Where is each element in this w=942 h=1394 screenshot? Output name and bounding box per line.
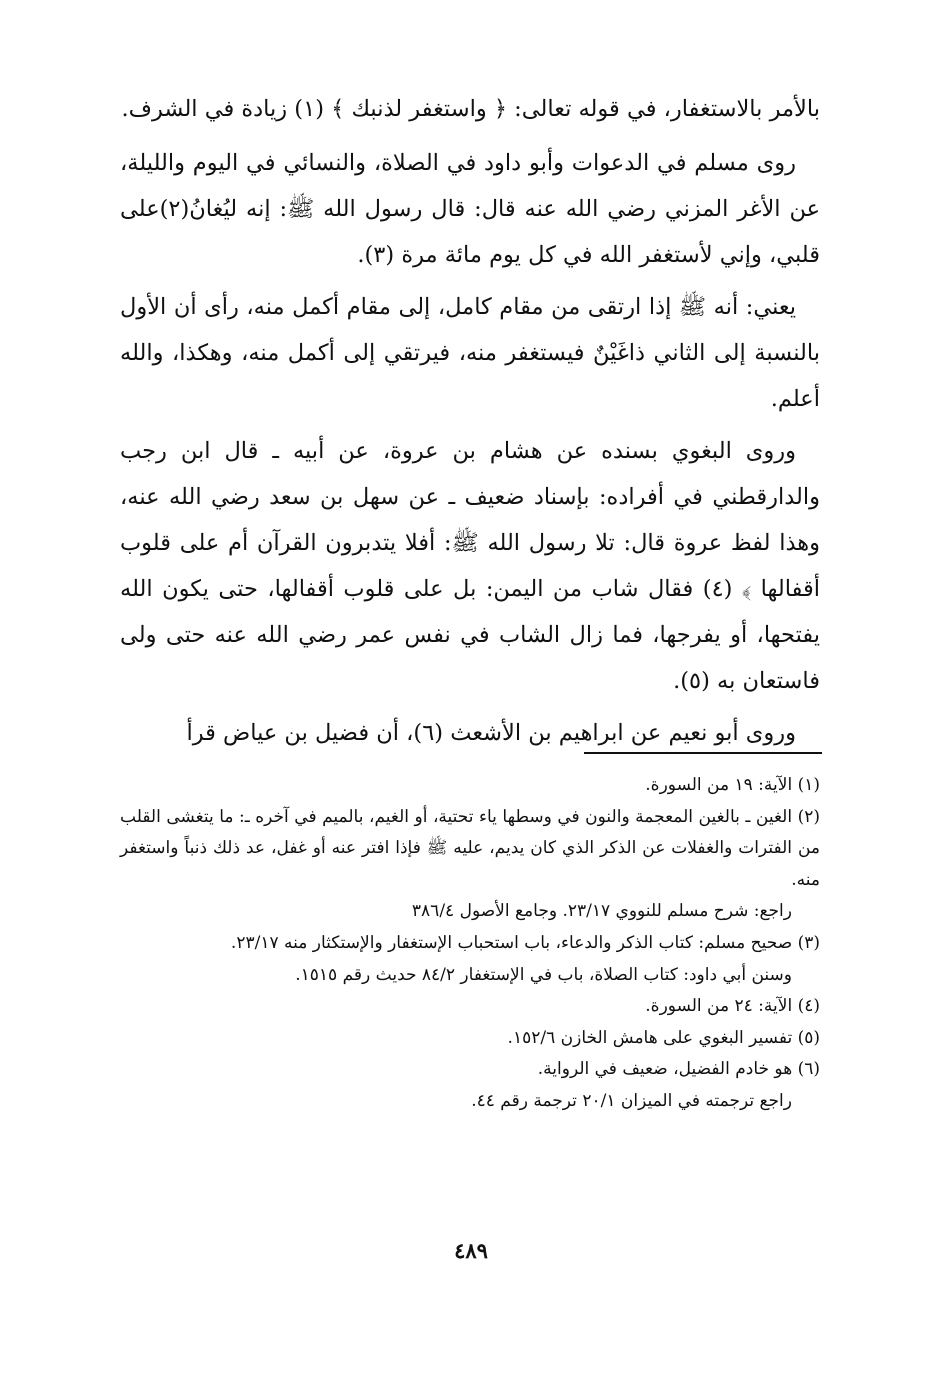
main-text bbox=[120, 86, 820, 762]
footnote-divider bbox=[584, 752, 822, 754]
footnotes bbox=[120, 770, 820, 1118]
paragraph-2: روى مسلم في الدعوات وأبو داود في الصلاة، والنسائي في اليوم والليلة، عن الأغر المزني رضي الله عنه قال: قال رسول الله ﷺ: إنه ليُغانُ(٢)على قلبي، وإني لأستغفر الله في كل يوم مائة مرة (٣). bbox=[120, 150, 820, 268]
paragraph-3: يعني: أنه ﷺ إذا ارتقى من مقام كامل، إلى مقام أكمل منه، رأى أن الأول بالنسبة إلى الثاني ذاغَيْنٌ فيستغفر منه، فيرتقي إلى أكمل منه، وهكذا، والله أعلم. bbox=[120, 294, 820, 412]
footnote-1: (١) الآية: ١٩ من السورة. bbox=[645, 775, 820, 795]
footnote-2: (٢) الغين ـ بالغين المعجمة والنون في وسطها ياء تحتية، أو الغيم، بالميم في آخره ـ: ما يتغشى القلب من الفترات والغفلات عن الذكر الذي كان يديم، عليه ﷺ فإذا افتر عنه أو غفل، عد ذلك ذنباً واستغفر منه. bbox=[120, 806, 820, 890]
footnote-5: (٥) تفسير البغوي على هامش الخازن ١٥٢/٦. bbox=[507, 1027, 820, 1048]
footnote-6-reference: راجع ترجمته في الميزان ٢٠/١ ترجمة رقم ٤٤. bbox=[471, 1090, 792, 1111]
paragraph-4: وروى البغوي بسنده عن هشام بن عروة، عن أبيه ـ قال ابن رجب والدارقطني في أفراده: بإسناد ضعيف ـ عن سهل بن سعد رضي الله عنه، وهذا لفظ عروة قال: تلا رسول الله ﷺ: أفلا يتدبرون القرآن أم على قلوب أقفالها ﴾ (٤) فقال شاب من اليمن: بل على قلوب أقفالها، حتى يكون الله يفتحها، أو يفرجها، فما زال الشاب في نفس عمر رضي الله عنه حتى ولى فاستعان به (٥). bbox=[120, 438, 820, 694]
footnote-6: (٦) هو خادم الفضيل، ضعيف في الرواية. bbox=[537, 1059, 820, 1080]
footnote-3: (٣) صحيح مسلم: كتاب الذكر والدعاء، باب استحباب الإستغفار والإستكثار منه ٢٣/١٧. bbox=[230, 932, 820, 953]
footnote-3-reference: وسنن أبي داود: كتاب الصلاة، باب في الإستغفار ٨٤/٢ حديث رقم ١٥١٥. bbox=[295, 964, 792, 985]
page-number: ٤٨٩ bbox=[454, 1238, 488, 1263]
paragraph-5: وروى أبو نعيم عن ابراهيم بن الأشعث (٦)، أن فضيل بن عياض قرأ bbox=[186, 720, 796, 746]
footnote-2-reference: راجع: شرح مسلم للنووي ٢٣/١٧. وجامع الأصول ٣٨٦/٤ bbox=[411, 901, 792, 922]
paragraph-1: بالأمر بالاستغفار، في قوله تعالى: ﴿ واستغفر لذنبك ﴾ (١) زيادة في الشرف. bbox=[121, 96, 820, 122]
footnote-4: (٤) الآية: ٢٤ من السورة. bbox=[645, 996, 820, 1017]
